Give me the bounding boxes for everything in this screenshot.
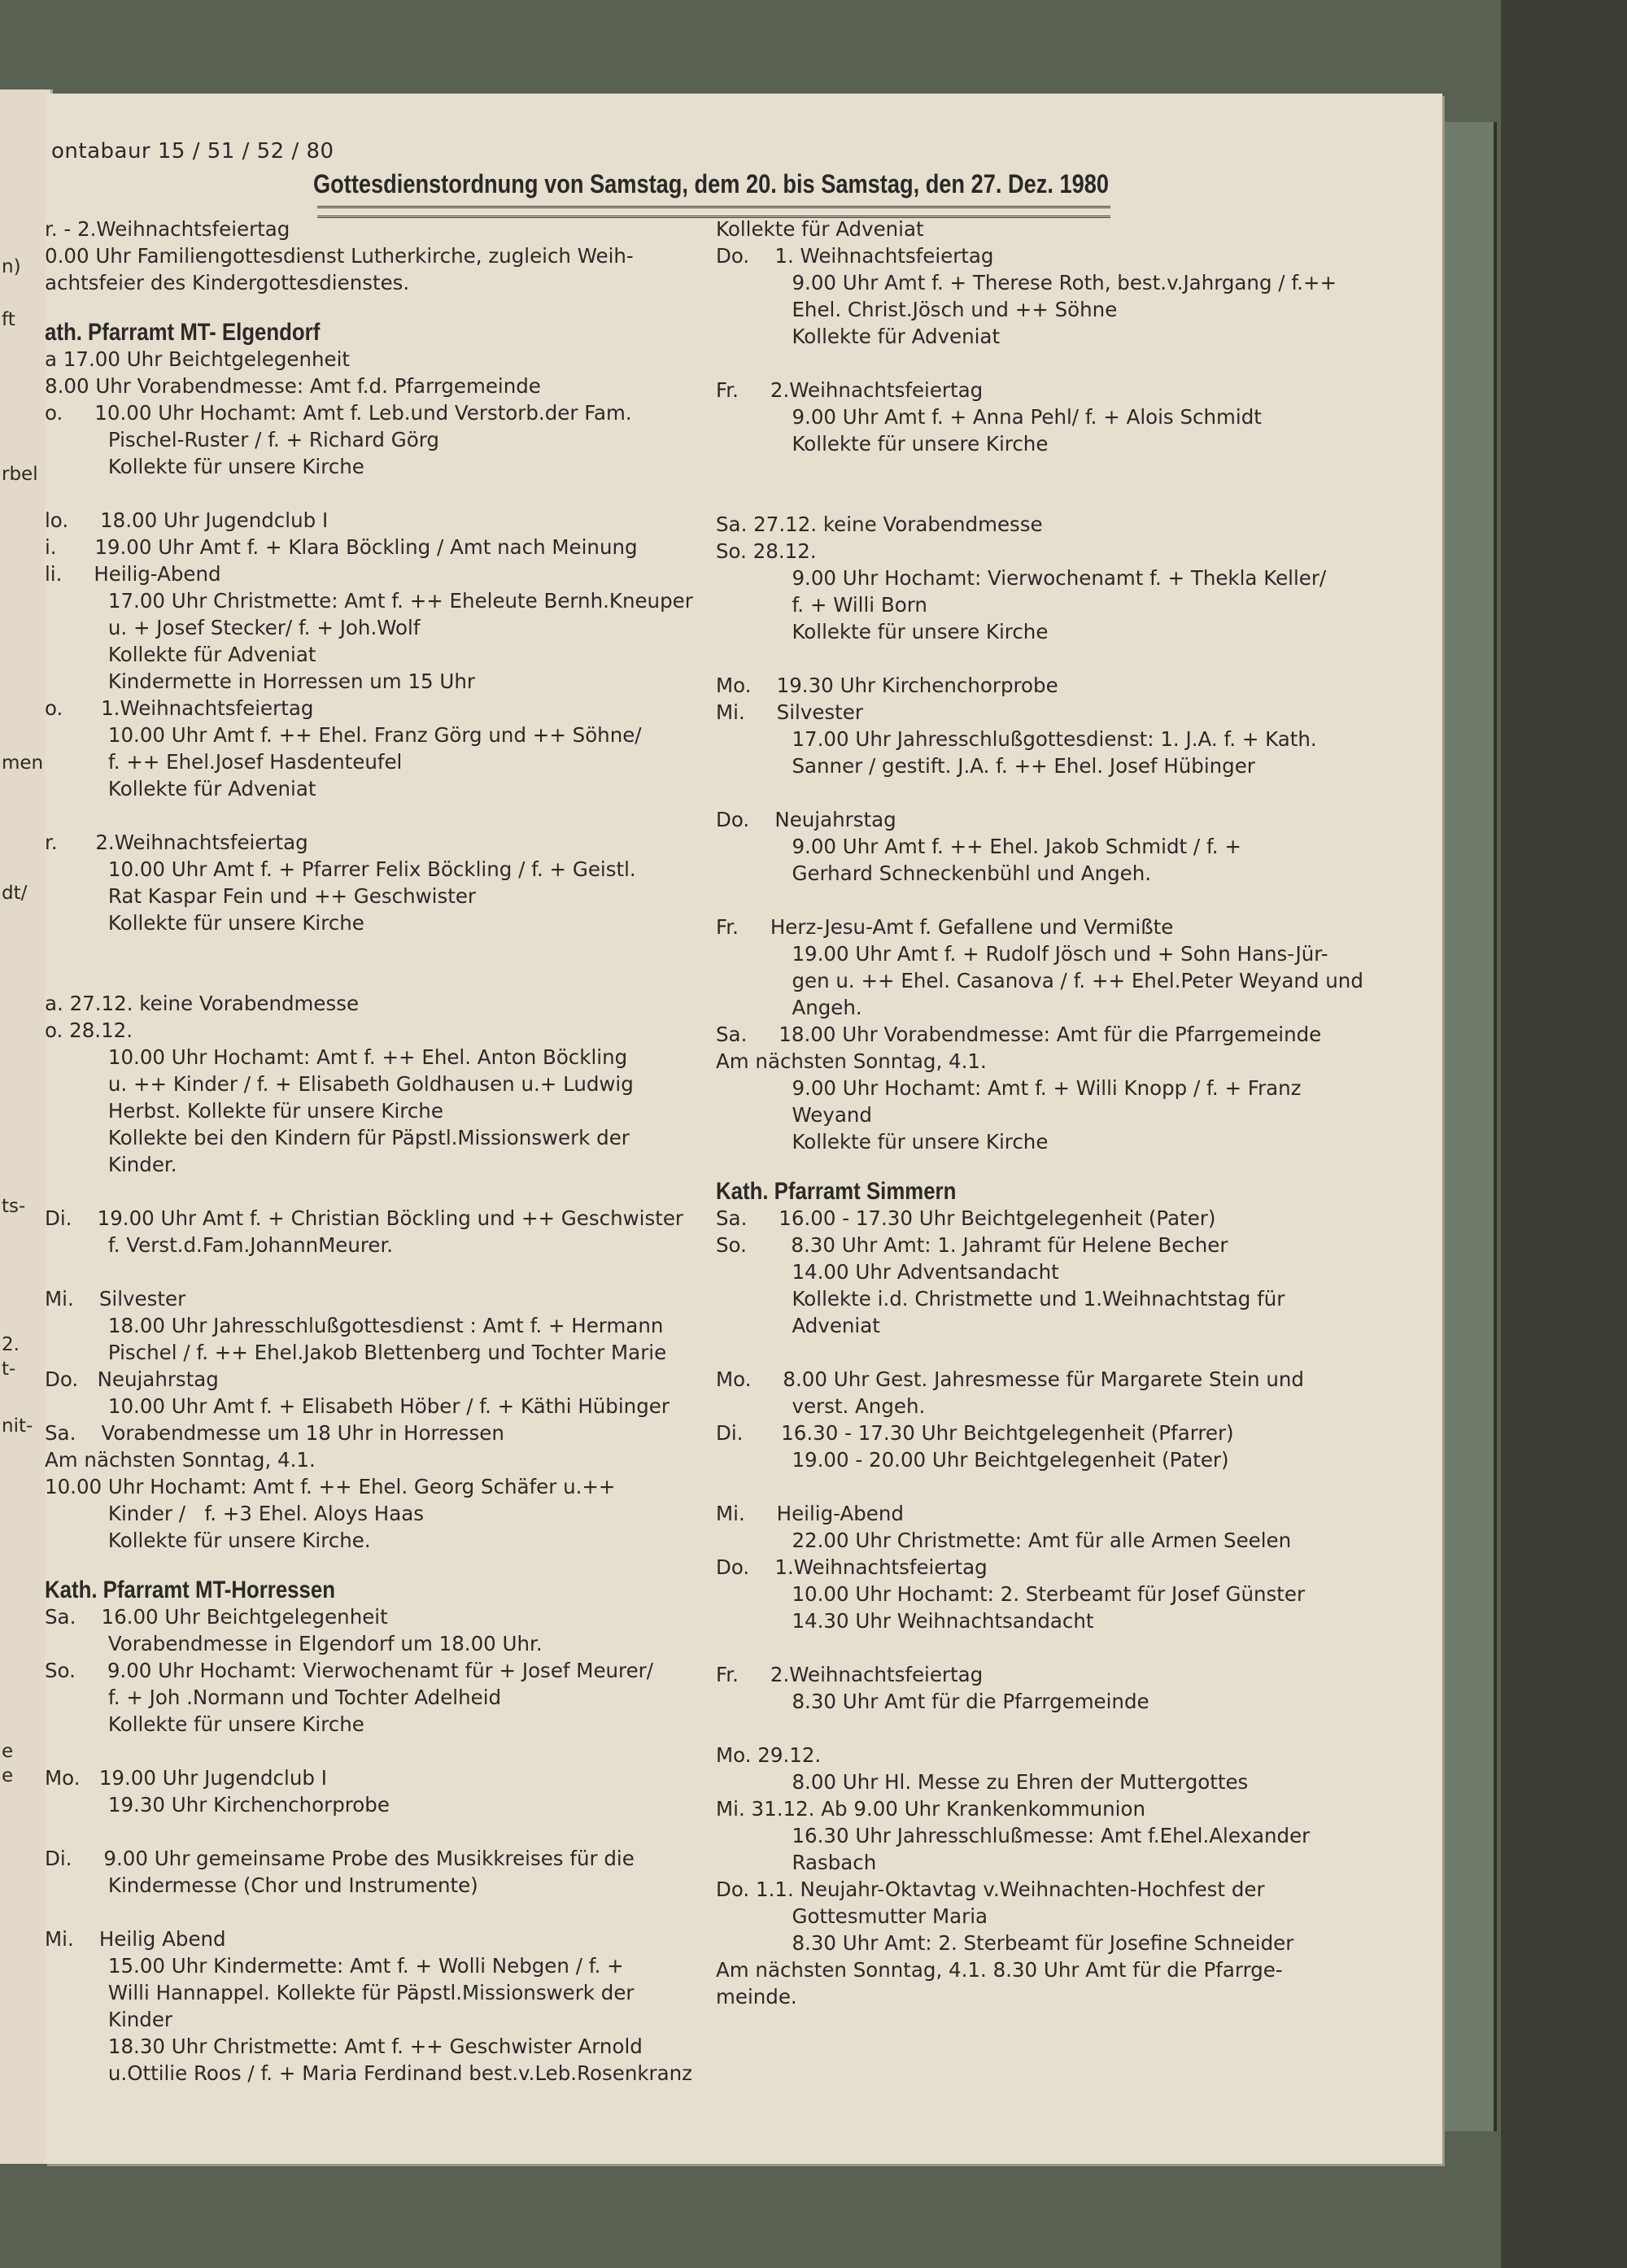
schedule-line: f. + Joh .Normann und Tochter Adelheid [45,1686,502,1709]
schedule-line: lo. 18.00 Uhr Jugendclub I [45,508,329,532]
schedule-line: Mo. 8.00 Uhr Gest. Jahresmesse für Margarete Stein und [716,1367,1304,1391]
schedule-line [716,457,1415,484]
schedule-line: Angeh. [716,996,862,1019]
schedule-line [45,963,728,990]
schedule-line: f. ++ Ehel.Josef Hasdenteufel [45,750,403,774]
schedule-line: Herbst. Kollekte für unsere Kirche [45,1099,443,1123]
schedule-line: 10.00 Uhr Amt f. ++ Ehel. Franz Görg und ++ Söhne/ [45,723,642,747]
schedule-line [45,802,728,829]
schedule-line: Fr. 2.Weihnachtsfeiertag [716,1663,984,1686]
schedule-line: Mo. 19.00 Uhr Jugendclub I [45,1766,327,1790]
schedule-line: r. 2.Weihnachtsfeiertag [45,831,308,854]
schedule-line: a. 27.12. keine Vorabendmesse [45,992,360,1015]
schedule-line [716,350,1415,377]
schedule-line: Sa. 18.00 Uhr Vorabendmesse: Amt für die Pfarrgemeinde [716,1023,1322,1046]
strip-fragment: ts- [2,1196,26,1217]
schedule-line: Ehel. Christ.Jösch und ++ Söhne [716,298,1118,321]
schedule-line: Sa. 27.12. keine Vorabendmesse [716,512,1043,536]
schedule-line: 15.00 Uhr Kindermette: Amt f. + Wolli Nebgen / f. + [45,1954,624,1978]
schedule-line: Do. 1.Weihnachtsfeiertag [716,1555,988,1579]
schedule-line: Kinder / f. +3 Ehel. Aloys Haas [45,1502,424,1525]
schedule-line: Mi. 31.12. Ab 9.00 Uhr Krankenkommunion [716,1797,1146,1821]
schedule-line: Am nächsten Sonntag, 4.1. [716,1049,987,1073]
schedule-line: 10.00 Uhr Hochamt: Amt f. ++ Ehel. Anton Böckling [45,1045,628,1069]
schedule-line: Do. Neujahrstag [45,1367,219,1391]
schedule-line: Willi Hannappel. Kollekte für Päpstl.Missionswerk der [45,1981,635,2004]
schedule-line: Di. 19.00 Uhr Amt f. + Christian Böckling und ++ Geschwister [45,1206,683,1230]
strip-fragment: nit- [2,1415,33,1437]
schedule-line: li. Heilig-Abend [45,562,221,586]
schedule-line: Kollekte für unsere Kirche. [45,1529,371,1552]
schedule-line [45,480,728,507]
schedule-line: f. Verst.d.Fam.JohannMeurer. [45,1233,394,1257]
schedule-line: f. + Willi Born [716,593,927,617]
schedule-line: 8.00 Uhr Vorabendmesse: Amt f.d. Pfarrgemeinde [45,374,541,398]
schedule-line: u.Ottilie Roos / f. + Maria Ferdinand best.v.Leb.Rosenkranz [45,2061,693,2085]
schedule-line [716,1473,1415,1500]
simmern-schedule [716,1205,1415,2010]
schedule-line: Mi. Silvester [45,1287,186,1311]
schedule-line: Sa. 16.00 - 17.30 Uhr Beichtgelegenheit (Pater) [716,1206,1216,1230]
schedule-line: 10.00 Uhr Hochamt: Amt f. ++ Ehel. Georg Schäfer u.++ [45,1475,616,1498]
schedule-line: o. 1.Weihnachtsfeiertag [45,696,314,720]
section-heading-horressen: Kath. Pfarramt MT-Horressen [45,1577,335,1603]
schedule-line: o. 10.00 Uhr Hochamt: Amt f. Leb.und Verstorb.der Fam. [45,401,632,425]
schedule-line: Kollekte für unsere Kirche [716,432,1049,456]
schedule-line: Sanner / gestift. J.A. f. ++ Ehel. Josef Hübinger [716,754,1255,778]
strip-fragment: 2. [2,1334,20,1355]
elgendorf-schedule [45,346,728,1554]
schedule-line: Kinder [45,2008,172,2031]
schedule-line: Kollekte bei den Kindern für Päpstl.Missionswerk der [45,1126,630,1149]
schedule-line: 10.00 Uhr Hochamt: 2. Sterbeamt für Josef Günster [716,1582,1306,1606]
schedule-line [716,645,1415,672]
schedule-line: Kollekte für unsere Kirche [45,455,364,478]
schedule-line: 19.00 - 20.00 Uhr Beichtgelegenheit (Pater) [716,1448,1229,1472]
schedule-line: Adveniat [716,1314,880,1337]
schedule-line [45,1738,728,1764]
strip-fragment: dt/ [2,883,28,904]
schedule-line [45,1178,728,1205]
schedule-line: 0.00 Uhr Familiengottesdienst Lutherkirche, zugleich Weih- [45,244,634,268]
schedule-line: 14.30 Uhr Weihnachtsandacht [716,1609,1094,1633]
schedule-line: achtsfeier des Kindergottesdienstes. [45,271,410,294]
continued-schedule [716,216,1415,1155]
schedule-line: 8.30 Uhr Amt: 2. Sterbeamt für Josefine Schneider [716,1931,1294,1955]
schedule-line: Mi. Silvester [716,700,863,724]
schedule-line: 9.00 Uhr Hochamt: Amt f. + Willi Knopp / f. + Franz [716,1076,1302,1100]
schedule-line: 17.00 Uhr Christmette: Amt f. ++ Eheleute Bernh.Kneuper [45,589,693,613]
page-title: Gottesdienstordnung von Samstag, dem 20. bis Samstag, den 27. Dez. 1980 [313,169,1109,198]
strip-fragment: e [2,1765,14,1786]
schedule-line: 14.00 Uhr Adventsandacht [716,1260,1059,1284]
schedule-line [45,936,728,963]
schedule-line: Kollekte für Adveniat [716,325,1001,348]
strip-fragment: rbel [2,464,38,485]
strip-fragment: men [2,752,44,774]
schedule-line: u. ++ Kinder / f. + Elisabeth Goldhausen u.+ Ludwig [45,1072,634,1096]
schedule-line [716,779,1415,806]
strip-fragment: n) [2,256,21,277]
schedule-line: Kollekte für unsere Kirche [45,911,364,935]
schedule-line: 19.00 Uhr Amt f. + Rudolf Jösch und + Sohn Hans-Jür- [716,942,1328,966]
schedule-line [716,1634,1415,1661]
schedule-line: Kinder. [45,1153,177,1176]
schedule-line: i. 19.00 Uhr Amt f. + Klara Böckling / Amt nach Meinung [45,535,638,559]
schedule-line: Kindermette in Horressen um 15 Uhr [45,669,475,693]
document-page [45,94,1442,2164]
schedule-line: Am nächsten Sonntag, 4.1. 8.30 Uhr Amt für die Pfarrge- [716,1958,1283,1982]
schedule-line: Kollekte für unsere Kirche [716,620,1049,643]
schedule-line: Pischel-Ruster / f. + Richard Görg [45,428,439,451]
schedule-line: 9.00 Uhr Amt f. + Anna Pehl/ f. + Alois Schmidt [716,405,1262,429]
schedule-line: Sa. 16.00 Uhr Beichtgelegenheit [45,1605,388,1629]
horressen-schedule [45,1603,728,2087]
schedule-line: 8.30 Uhr Amt für die Pfarrgemeinde [716,1690,1149,1713]
schedule-line: So. 9.00 Uhr Hochamt: Vierwochenamt für + Josef Meurer/ [45,1659,653,1682]
schedule-line: verst. Angeh. [716,1394,926,1418]
schedule-line [716,1715,1415,1742]
schedule-line: Gottesmutter Maria [716,1904,988,1928]
schedule-line: So. 8.30 Uhr Amt: 1. Jahramt für Helene Becher [716,1233,1228,1257]
schedule-line: Rat Kaspar Fein und ++ Geschwister [45,884,476,908]
schedule-line: 10.00 Uhr Amt f. + Elisabeth Höber / f. + Käthi Hübinger [45,1394,670,1418]
schedule-line: Weyand [716,1103,872,1127]
schedule-line: 18.30 Uhr Christmette: Amt f. ++ Geschwister Arnold [45,2035,643,2058]
schedule-line: Di. 9.00 Uhr gemeinsame Probe des Musikkreises für die [45,1847,635,1870]
schedule-line: 9.00 Uhr Amt f. + Therese Roth, best.v.Jahrgang / f.++ [716,271,1337,294]
page-header: ontabaur 15 / 51 / 52 / 80 [51,139,334,164]
schedule-line [716,887,1415,914]
schedule-line: Sa. Vorabendmesse um 18 Uhr in Horressen [45,1421,504,1445]
schedule-line: 18.00 Uhr Jahresschlußgottesdienst : Amt f. + Hermann [45,1314,664,1337]
schedule-line: Do. 1.1. Neujahr-Oktavtag v.Weihnachten-Hochfest der [716,1878,1265,1901]
schedule-line: Kollekte für unsere Kirche [45,1712,364,1736]
schedule-line: Kollekte für unsere Kirche [716,1130,1049,1154]
schedule-line: 8.00 Uhr Hl. Messe zu Ehren der Muttergottes [716,1770,1249,1794]
schedule-line [716,484,1415,511]
schedule-line: Mi. Heilig Abend [45,1927,226,1951]
schedule-line: Kollekte für Adveniat [716,217,924,241]
schedule-line: So. 28.12. [716,539,817,563]
schedule-line: Do. Neujahrstag [716,808,896,831]
strip-fragment: t- [2,1359,16,1380]
schedule-line: Kollekte i.d. Christmette und 1.Weihnachtstag für [716,1287,1285,1311]
schedule-line: 9.00 Uhr Hochamt: Vierwochenamt f. + Thekla Keller/ [716,566,1327,590]
right-column [716,216,1415,2010]
schedule-line [45,1258,728,1285]
section-heading-elgendorf: ath. Pfarramt MT- Elgendorf [45,319,321,346]
schedule-line: Do. 1. Weihnachtsfeiertag [716,244,994,268]
schedule-line: Am nächsten Sonntag, 4.1. [45,1448,316,1472]
schedule-line: o. 28.12. [45,1018,133,1042]
schedule-line: Mo. 29.12. [716,1743,822,1767]
schedule-line: Mo. 19.30 Uhr Kirchenchorprobe [716,674,1058,697]
schedule-line: 19.30 Uhr Kirchenchorprobe [45,1793,390,1817]
schedule-line: Mi. Heilig-Abend [716,1502,904,1525]
strip-fragment: e [2,1741,14,1762]
schedule-line: Vorabendmesse in Elgendorf um 18.00 Uhr. [45,1632,543,1655]
schedule-line [716,1339,1415,1366]
schedule-line [45,1818,728,1845]
schedule-line: Kollekte für Adveniat [45,777,316,800]
schedule-line: 17.00 Uhr Jahresschlußgottesdienst: 1. J.A. f. + Kath. [716,727,1317,751]
schedule-line: u. + Josef Stecker/ f. + Joh.Wolf [45,616,421,639]
schedule-line: Kindermesse (Chor und Instrumente) [45,1873,478,1897]
schedule-line: 10.00 Uhr Amt f. + Pfarrer Felix Böckling / f. + Geistl. [45,857,636,881]
schedule-line: r. - 2.Weihnachtsfeiertag [45,217,290,241]
section-heading-simmern: Kath. Pfarramt Simmern [716,1178,957,1205]
schedule-line: a 17.00 Uhr Beichtgelegenheit [45,347,351,371]
schedule-line: 9.00 Uhr Amt f. ++ Ehel. Jakob Schmidt / f. + [716,835,1241,858]
schedule-line: Fr. Herz-Jesu-Amt f. Gefallene und Vermißte [716,915,1174,939]
schedule-line: Fr. 2.Weihnachtsfeiertag [716,378,984,402]
schedule-line: 22.00 Uhr Christmette: Amt für alle Armen Seelen [716,1529,1292,1552]
schedule-line: Rasbach [716,1851,877,1874]
strip-fragment: ft [2,309,15,330]
schedule-line: Kollekte für Adveniat [45,643,316,666]
schedule-line [45,1899,728,1926]
schedule-line: Gerhard Schneckenbühl und Angeh. [716,861,1152,885]
left-column [45,216,728,2087]
schedule-line: Di. 16.30 - 17.30 Uhr Beichtgelegenheit (Pfarrer) [716,1421,1234,1445]
schedule-line: 16.30 Uhr Jahresschlußmesse: Amt f.Ehel.Alexander [716,1824,1311,1847]
schedule-line: gen u. ++ Ehel. Casanova / f. ++ Ehel.Peter Weyand und [716,969,1363,992]
intro-block [45,216,728,296]
schedule-line: Pischel / f. ++ Ehel.Jakob Blettenberg und Tochter Marie [45,1341,667,1364]
schedule-line: meinde. [716,1985,797,2008]
